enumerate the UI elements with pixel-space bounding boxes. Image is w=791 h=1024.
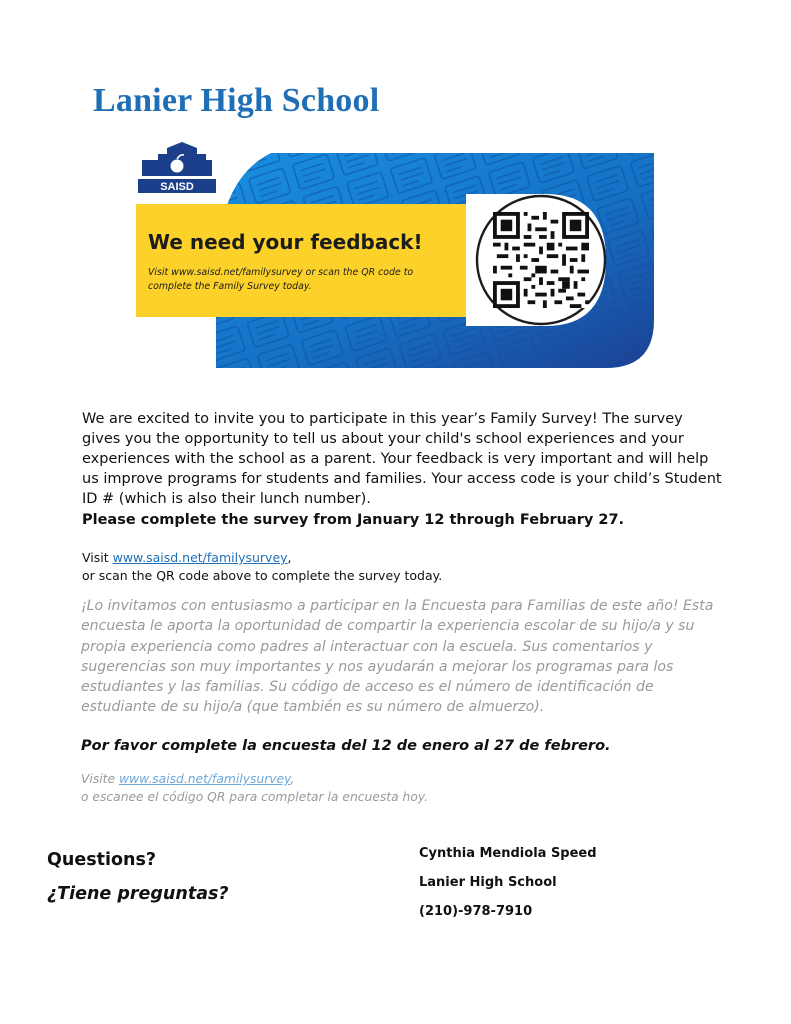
saisd-logo-icon bbox=[138, 142, 216, 193]
questions-heading-es: ¿Tiene preguntas? bbox=[47, 884, 229, 904]
contact-info bbox=[419, 845, 597, 932]
questions-heading: Questions? bbox=[47, 850, 157, 870]
contact-phone: (210)-978-7910 bbox=[419, 904, 533, 919]
contact-name: Cynthia Mendiola Speed bbox=[419, 846, 597, 861]
visit-prefix-es: Visite bbox=[81, 772, 119, 786]
visit-prefix: Visit bbox=[82, 550, 113, 565]
visit-suffix: , bbox=[287, 550, 292, 565]
spanish-visit bbox=[81, 770, 681, 806]
banner-subtext: Visit www.saisd.net/familysurvey or scan the QR code to complete the Family Survey today. bbox=[148, 267, 414, 292]
banner-headline: We need your feedback! bbox=[148, 230, 423, 254]
survey-link[interactable]: www.saisd.net/familysurvey bbox=[112, 550, 288, 565]
survey-banner bbox=[136, 140, 656, 370]
english-dates: Please complete the survey from January 12 through February 27. bbox=[82, 512, 625, 528]
scan-line-es: o escanee el código QR para completar la encuesta hoy. bbox=[81, 790, 429, 804]
english-paragraph: We are excited to invite you to participate in this year’s Family Survey! The survey gives you the opportunity to tell us about your child's school experiences and your experiences with the school as a parent. Your feedback is very important and will help us improve programs for students and families. Your access code is your child’s Student ID # (which is also their lunch number). bbox=[82, 411, 722, 507]
scan-line: or scan the QR code above to complete the survey today. bbox=[82, 568, 443, 583]
qr-code-icon[interactable] bbox=[493, 212, 589, 308]
contact-school: Lanier High School bbox=[419, 875, 557, 890]
school-title: Lanier High School bbox=[93, 82, 380, 119]
spanish-paragraph: ¡Lo invitamos con entusiasmo a participar en la Encuesta para Familias de este año! Esta encuesta le aporta la oportunidad de compartir la experiencia escolar de su hijo/a y su propia experiencia como padres al interactuar con la escuela. Sus comentarios y sugerencias son muy importantes y nos ayudarán a mejorar los programas para los estudiantes y las familias. Su código de acceso es el número de identificación de estudiante de su hijo/a (que también es su número de almuerzo). bbox=[81, 598, 714, 716]
logo-text: SAISD bbox=[160, 181, 194, 193]
visit-suffix-es: , bbox=[290, 772, 295, 786]
survey-link-es[interactable]: www.saisd.net/familysurvey bbox=[118, 772, 291, 786]
english-visit bbox=[82, 549, 682, 585]
spanish-dates: Por favor complete la encuesta del 12 de enero al 27 de febrero. bbox=[81, 738, 611, 754]
